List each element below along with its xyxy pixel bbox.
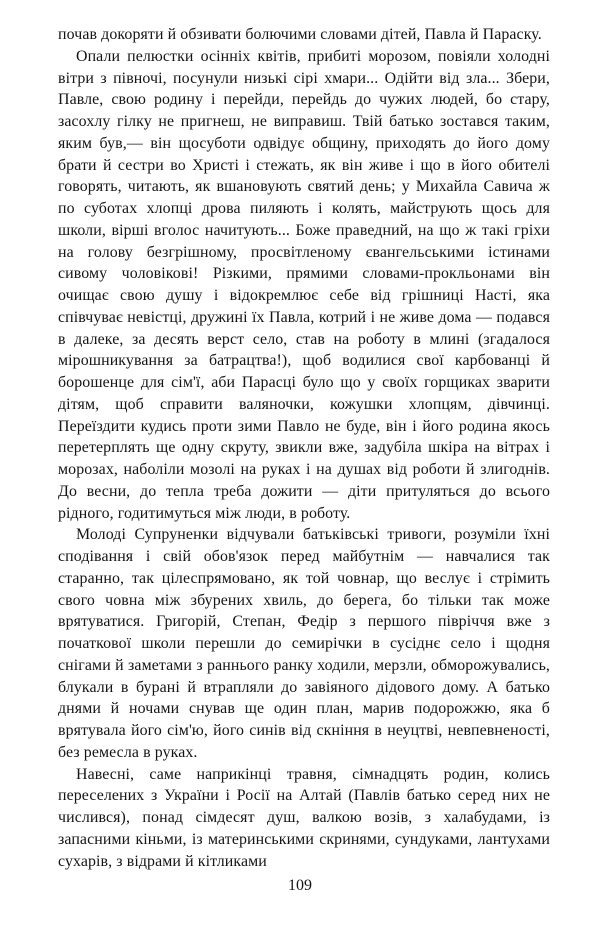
paragraph-autumn: Опали пелюстки осінніх квітів, прибиті морозом, повіяли холодні вітри з півночі, посунули низькі сірі хмари... Одійти від зла... Збери, Павле, свою родину і перейди, перейдь до чужих людей, бо стару, засохлу гілку не пригнеш, не виправиш. Твій батько зостався таким, яким був,— він щосуботи одвідує общину, приходять до його дому брати й сестри во Христі і стежать, як він живе і що в його обителі говорять, читають, як вшановують святий день; у Михайла Савича ж по суботах хлопці дрова пиляють і колять, майструють щось для школи, вірші вголос начитують... Боже праведний, на що ж такі гріхи на голову безгрішному, просвітленому євангельськими істинами сивому чоловікові! Різкими, прямими словами-прокльонами він очищає свою душу і відокремлює себе від грішниці Насті, яка співчуває невістці, дружині їх Павла, котрий і не живе дома — подався в далеке, за десять верст село, став на роботу в млині (згадалося мірошникування за батрацтва!), щоб водилися свої карбованці й борошенце для сім'ї, аби Парасці було що у своїх горщиках зварити дітям, щоб справити валяночки, кожушки хлопцям, дівчинці. Переїздити кудись проти зими Павло не буде, він і його родина якось перетерплять ще одну скруту, звикли вже, задубіла шкіра на вітрах і морозах, наболіли мозолі на руках і на душах від роботи й злигоднів. До весни, до тепла треба дожити — діти притуляться до всього рідного, годитимуться між люди, в роботу. bbox=[58, 47, 550, 522]
paragraph-supruneko-sons: Молоді Супруненки відчували батьківські тривоги, розуміли їхні сподівання і свій обов'язок перед майбутнім — навчалися так старанно, так цілеспрямовано, як той човнар, що веслує і стрімить свого човна між збурених хвиль, до берега, бо тільки так може врятуватися. Григорій, Степан, Федір з першого півріччя вже з початкової школи перешли до семирічки в сусіднє село і щодня снігами й заметами з раннього ранку ходили, мерзли, обморожувались, блукали в бурані й втрапляли до завіяного дідового дому. А батько днями й ночами снував ще один план, марив подорожжю, яка б врятувала його сім'ю, його синів від скніння в неуцтві, невпевненості, без ремесла в руках. bbox=[58, 526, 550, 761]
paragraph-continuation: почав докоряти й обзивати болючими словами дітей, Павла й Параску. bbox=[58, 26, 542, 43]
page-body bbox=[58, 24, 550, 872]
page-number: 109 bbox=[288, 877, 312, 894]
paragraph-spring-migration: Навесні, саме наприкінці травня, сімнадцять родин, колись переселених з України і Росії на Алтай (Павлів батько серед них не числився), понад сімдесят душ, валкою возів, з халабудами, із запасними кіньми, із материнськими скринями, сундуками, лантухами сухарів, з відрами й кітликами bbox=[58, 765, 550, 870]
